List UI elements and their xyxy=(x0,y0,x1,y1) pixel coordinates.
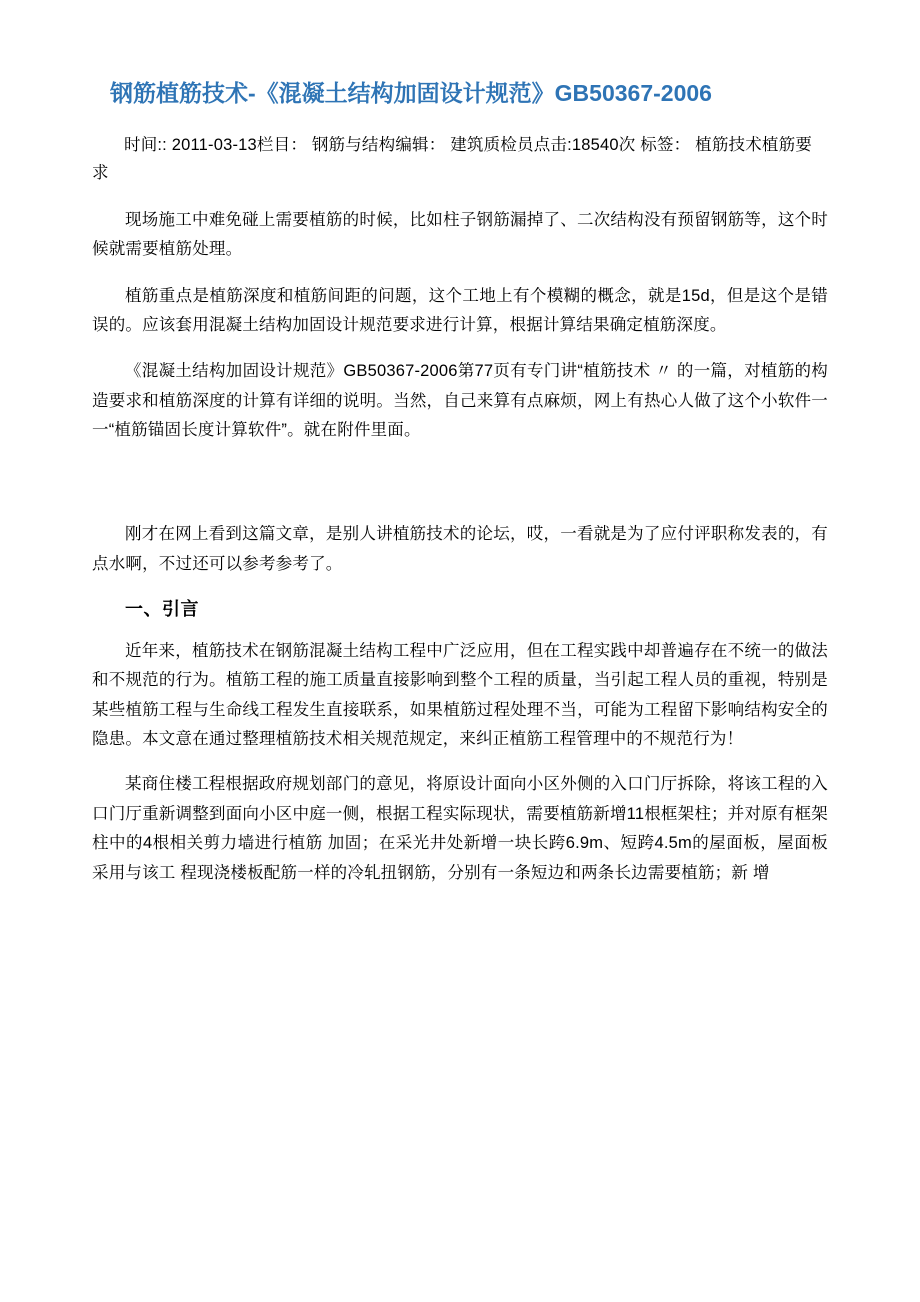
page-title: 钢筋植筋技术-《混凝土结构加固设计规范》GB50367-2006 xyxy=(110,80,712,106)
paragraph-3: 《混凝土结构加固设计规范》GB50367-2006第77页有专门讲“植筋技术 〃 的一篇，对植筋的构造要求和植筋深度的计算有详细的说明。当然，自己来算有点麻烦，网上有热心人做了这个小软件一一“植筋锚固长度计算软件”。就在附件里面。 xyxy=(92,362,828,439)
section-paragraph-1: 近年来，植筋技术在钢筋混凝土结构工程中广泛应用，但在工程实践中却普遍存在不统一的做法和不规范的行为。植筋工程的施工质量直接影响到整个工程的质量，当引起工程人员的重视，特别是某些植筋工程与生命线工程发生直接联系，如果植筋过程处理不当，可能为工程留下影响结构安全的隐患。本文意在通过整理植筋技术相关规范规定，来纠正植筋工程管理中的不规范行为！ xyxy=(92,642,828,749)
paragraph-1: 现场施工中难免碰上需要植筋的时候，比如柱子钢筋漏掉了、二次结构没有预留钢筋等，这个时候就需要植筋处理。 xyxy=(92,210,828,259)
paragraph-2: 植筋重点是植筋深度和植筋间距的问题，这个工地上有个模糊的概念，就是15d，但是这个是错误的。应该套用混凝土结构加固设计规范要求进行计算，根据计算结果确定植筋深度。 xyxy=(92,286,828,334)
section-heading-introduction: 一、引言 xyxy=(125,599,199,620)
paragraph-spacer xyxy=(92,462,828,520)
document-meta-line: 时间:: 2011-03-13栏目： 钢筋与结构编辑： 建筑质检员点击:18540次 标签： 植筋技术植筋要求 xyxy=(92,136,813,183)
paragraph-4: 刚才在网上看到这篇文章，是别人讲植筋技术的论坛，哎，一看就是为了应付评职称发表的，有点水啊，不过还可以参考参考了。 xyxy=(92,525,828,573)
section-paragraph-2: 某商住楼工程根据政府规划部门的意见，将原设计面向小区外侧的入口门厅拆除，将该工程的入口门厅重新调整到面向小区中庭一侧，根据工程实际现状，需要植筋新增11根框架柱；并对原有框架柱中的4根相关剪力墙进行植筋 加固；在采光井处新增一块长跨6.9m、短跨4.5m的屋面板，屋面板采用与该工 程现浇楼板配筋一样的冷轧扭钢筋，分别有一条短边和两条长边需要植筋；新 增 xyxy=(92,775,828,882)
